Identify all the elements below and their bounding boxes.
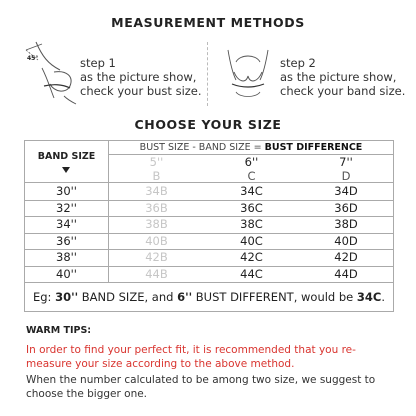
warm-tips-recommendation: In order to find your perfect fit, it is recommended that you re-measure your size according to the above method.	[26, 344, 356, 370]
diff-5: 5''	[149, 155, 164, 169]
band-size-cell: 36''	[56, 233, 77, 248]
step2-line2: as the picture show,	[280, 70, 397, 84]
warm-tips-note: When the number calculated to be among two size, we suggest to choose the bigger one.	[26, 374, 376, 400]
angle-label: 45°	[27, 55, 39, 62]
warm-tips-title: WARM TIPS:	[26, 325, 92, 336]
measurement-methods-heading: MEASUREMENT METHODS	[111, 15, 305, 30]
size-cell: 38B	[145, 217, 168, 231]
example-part: BUST DIFFERENT, would be	[192, 290, 357, 304]
step2-line3: check your band size.	[280, 84, 406, 98]
band-size-cell: 30''	[56, 184, 77, 198]
cup-b: B	[152, 169, 161, 183]
size-cell: 42C	[240, 250, 263, 264]
size-cell: 36D	[334, 200, 358, 215]
example-band: 30''	[55, 290, 79, 304]
diff-6: 6''	[244, 155, 259, 169]
step2-instructions	[280, 56, 405, 98]
cup-d: D	[341, 169, 351, 183]
step1-title: step 1	[80, 56, 116, 70]
band-size-header: BAND SIZE	[37, 151, 96, 162]
size-cell: 38D	[334, 217, 358, 231]
size-cell: 34B	[145, 184, 168, 198]
example-diff: 6''	[177, 290, 193, 304]
example-part: BAND SIZE, and	[78, 290, 178, 304]
size-cell: 44D	[334, 266, 358, 281]
band-measure-illustration	[222, 42, 274, 104]
step1-line2: as the picture show,	[80, 70, 197, 84]
cup-c: C	[247, 169, 256, 183]
size-cell: 42D	[334, 250, 358, 264]
methods-divider	[207, 42, 208, 106]
example-sentence	[25, 282, 393, 312]
band-size-cell: 34''	[56, 217, 77, 231]
step1-line3: check your bust size.	[80, 84, 202, 98]
size-cell: 40B	[145, 233, 168, 248]
size-cell: 36B	[145, 200, 168, 215]
down-arrow-icon	[62, 167, 70, 173]
example-part: Eg:	[32, 290, 56, 304]
step1-instructions	[80, 56, 202, 98]
measurement-methods-section	[0, 40, 416, 108]
choose-size-heading: CHOOSE YOUR SIZE	[134, 117, 282, 132]
size-cell: 36C	[240, 200, 263, 215]
diff-7: 7''	[339, 155, 353, 169]
formula-bold: BUST DIFFERENCE	[264, 142, 363, 153]
size-cell: 40C	[240, 233, 263, 248]
step2-title: step 2	[280, 56, 316, 70]
size-cell: 34D	[334, 184, 358, 198]
bust-difference-formula	[109, 141, 393, 154]
size-cell: 34C	[240, 184, 263, 198]
size-cell: 40D	[334, 233, 358, 248]
band-size-cell: 32''	[56, 200, 77, 215]
size-cell: 44C	[240, 266, 263, 281]
bust-measure-illustration	[24, 40, 78, 106]
band-size-cell: 40''	[56, 266, 77, 281]
size-table	[24, 140, 394, 312]
example-result: 34C	[356, 290, 382, 304]
example-part: .	[381, 290, 386, 304]
size-cell: 42B	[145, 250, 168, 264]
size-cell: 38C	[240, 217, 263, 231]
band-size-cell: 38''	[56, 250, 77, 264]
size-cell: 44B	[145, 266, 168, 281]
formula-prefix: BUST SIZE - BAND SIZE =	[139, 142, 265, 153]
